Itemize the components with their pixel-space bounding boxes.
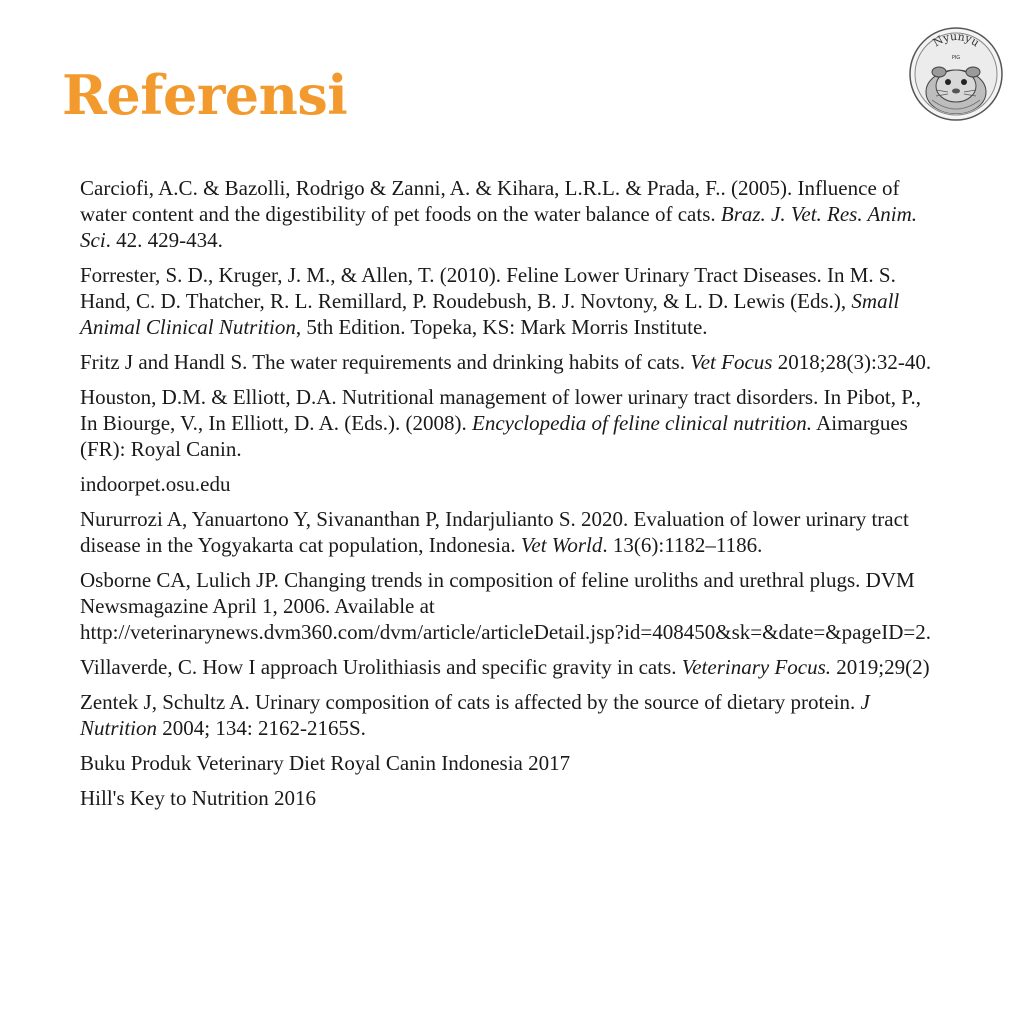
reference-item (80, 175, 942, 253)
reference-source-title: Braz. J. Vet. Res. Anim. Sci (80, 202, 918, 252)
reference-text: Carciofi, A.C. & Bazolli, Rodrigo & Zanni, A. & Kihara, L.R.L. & Prada, F.. (2005). Influence of water content and the digestibility of pet foods on the water balance of cats. (80, 176, 900, 226)
reference-item (80, 785, 942, 811)
reference-source-title: Vet Focus (690, 350, 773, 374)
reference-source-title: Encyclopedia of feline clinical nutrition. (472, 411, 812, 435)
guinea-pig-badge-icon (908, 26, 1004, 122)
logo-text-sub: PIG (951, 55, 961, 61)
reference-text: . 13(6):1182–1186. (602, 533, 763, 557)
reference-source-title: Veterinary Focus. (681, 655, 832, 679)
reference-source-title: Small Animal Clinical Nutrition (80, 289, 900, 339)
reference-item (80, 689, 942, 741)
reference-text: 2004; 134: 2162-2165S. (157, 716, 366, 740)
reference-text: Fritz J and Handl S. The water requirements and drinking habits of cats. (80, 350, 691, 374)
reference-text: Aimargues (FR): Royal Canin. (80, 411, 908, 461)
reference-item (80, 262, 942, 340)
reference-text: indoorpet.osu.edu (80, 472, 231, 496)
reference-text: Osborne CA, Lulich JP. Changing trends in composition of feline uroliths and urethral plugs. DVM Newsmagazine April 1, 2006. Available at http://veterinarynews.dvm360.com/dvm/article/articleDetail.jsp?id=408450&sk=&date=&pageID=2. (80, 568, 931, 644)
reference-text: Zentek J, Schultz A. Urinary composition of cats is affected by the source of dietary protein. (80, 690, 861, 714)
reference-text: Hill's Key to Nutrition 2016 (80, 786, 316, 810)
reference-text: Forrester, S. D., Kruger, J. M., & Allen, T. (2010). Feline Lower Urinary Tract Diseases. In M. S. Hand, C. D. Thatcher, R. L. Remillard, P. Roudebush, B. J. Novtony, & L. D. Lewis (Eds.), (80, 263, 896, 313)
reference-text: , 5th Edition. Topeka, KS: Mark Morris Institute. (295, 315, 708, 339)
reference-item (80, 750, 942, 776)
reference-item (80, 384, 942, 462)
reference-item (80, 349, 942, 375)
reference-text: Buku Produk Veterinary Diet Royal Canin Indonesia 2017 (80, 751, 571, 775)
reference-text: Villaverde, C. How I approach Urolithiasis and specific gravity in cats. (80, 655, 682, 679)
logo-text-top: Nyunyu (930, 29, 982, 50)
reference-text: 2019;29(2) (831, 655, 930, 679)
reference-item (80, 471, 942, 497)
reference-item (80, 506, 942, 558)
reference-text: . 42. 429-434. (105, 228, 223, 252)
reference-text: 2018;28(3):32-40. (772, 350, 932, 374)
reference-text: Nururrozi A, Yanuartono Y, Sivananthan P, Indarjulianto S. 2020. Evaluation of lower urinary tract disease in the Yogyakarta cat population, Indonesia. (80, 507, 909, 557)
page-title: Referensi (62, 63, 348, 127)
reference-item (80, 654, 942, 680)
reference-list (80, 175, 942, 820)
reference-item (80, 567, 942, 645)
reference-source-title: Vet World (520, 533, 603, 557)
reference-source-title: J Nutrition (80, 690, 870, 740)
reference-text: Houston, D.M. & Elliott, D.A. Nutritional management of lower urinary tract disorders. In Pibot, P., In Biourge, V., In Elliott, D. A. (Eds.). (2008). (80, 385, 922, 435)
